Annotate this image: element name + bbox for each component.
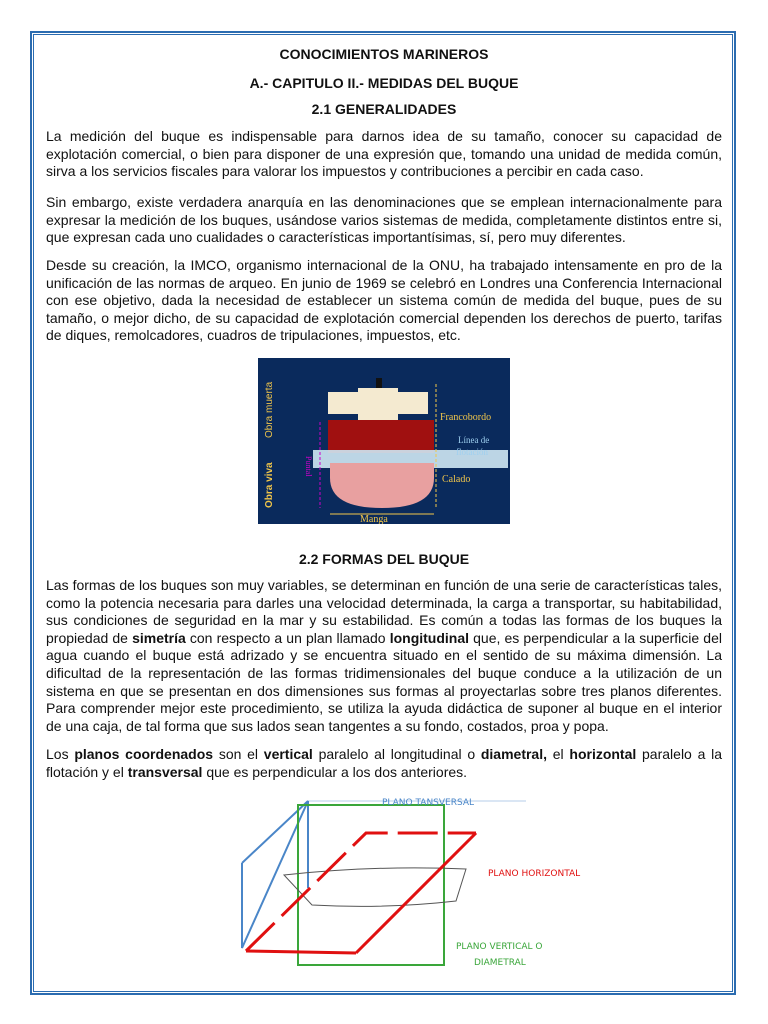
deckhouse-left bbox=[328, 392, 358, 414]
ship-outline bbox=[284, 868, 466, 906]
paragraph-imco: Desde su creación, la IMCO, organismo internacional de la ONU, ha trabajado intensamente en pro de la unificación de las normas de arqueo. En junio de 1969 se celebró en Londres una Conferencia Internacional con ese objetivo, dada la necesidad de establecer un sistema común de medida del buque, pues de su tamaño, o mejor dicho, de su capacidad de explotación comercial dependen los derechos de puerto, tarifas de diques, remolcadores, cuadros de tripulaciones, impuestos, etc. bbox=[46, 257, 722, 344]
deckhouse-right bbox=[398, 392, 428, 414]
plano-horizontal-label: PLANO HORIZONTAL bbox=[488, 869, 581, 879]
plano-vertical-label-1: PLANO VERTICAL O bbox=[456, 942, 543, 952]
paragraph-planos: Los planos coordenados son el vertical paralelo al longitudinal o diametral, el horizontal paralelo a la flotación y el transversal que es perpendicular a los dos anteriores. bbox=[46, 746, 722, 780]
puntal-label: Puntal bbox=[304, 456, 313, 477]
obra-muerta-label: Obra muerta bbox=[264, 381, 275, 438]
manga-label: Manga bbox=[360, 514, 388, 524]
document-title: CONOCIMIENTOS MARINEROS bbox=[279, 46, 489, 62]
plano-vertical-label-2: DIAMETRAL bbox=[474, 958, 526, 968]
hull-lower bbox=[330, 463, 434, 508]
coordinate-planes-figure bbox=[236, 793, 596, 973]
plano-transversal-label: PLANO TANSVERSAL bbox=[382, 798, 475, 808]
linea-label-1: Línea de bbox=[458, 435, 490, 445]
mast bbox=[376, 378, 382, 388]
linea-label-2: flotación bbox=[456, 447, 488, 457]
paragraph-medicion: La medición del buque es indispensable para darnos idea de su tamaño, conocer su capacidad de explotación comercial, o bien para disponer de una expresión que, tomando una unidad de medida común, sirva a los servicios fiscales para valorar los impuestos y contribuciones a percibir en cada caso. bbox=[46, 128, 722, 180]
obra-viva-label: Obra viva bbox=[264, 462, 275, 508]
ship-measurements-figure bbox=[258, 358, 510, 524]
paragraph-anarquia: Sin embargo, existe verdadera anarquía en las denominaciones que se emplean internacionalmente para expresar la medición de los buques, usándose varios sistemas de medida, completamente distintos entre si, que expresan cada uno cualidades o características importantísimas, sí, pero muy diferentes. bbox=[46, 194, 722, 246]
chapter-heading: A.- CAPITULO II.- MEDIDAS DEL BUQUE bbox=[249, 75, 519, 91]
calado-label: Calado bbox=[442, 474, 471, 485]
hull-upper bbox=[328, 420, 434, 453]
francobordo-label: Francobordo bbox=[440, 412, 492, 423]
section-heading-generalidades: 2.1 GENERALIDADES bbox=[311, 101, 457, 117]
paragraph-formas: Las formas de los buques son muy variables, se determinan en función de una serie de características tales, como la potencia necesaria para darles una velocidad determinada, la carga a transportar, su habitabilidad, sus condiciones de seguridad en la mar y su estabilidad. Es común a todas las formas de los buques la propiedad de simetría con respecto a un plan llamado longitudinal que, es perpendicular a la superficie del agua cuando el buque está adrizado y se encuentra situado en el sentido de su máxima dimensión. La dificultad de la representación de las formas tridimensionales del buque conduce a la utilización de un sistema en que se presentan en dos dimensiones sus formas al proyectarlas sobre tres planos diferentes. Para comprender mejor este procedimiento, se utiliza la ayuda didáctica de suponer al buque en el interior de una caja, de tal forma que sus lados sean tangentes a su fondo, costados, proa y popa. bbox=[46, 577, 722, 734]
bridge bbox=[358, 388, 398, 420]
section-heading-formas: 2.2 FORMAS DEL BUQUE bbox=[298, 551, 470, 567]
plano-horizontal-lines bbox=[246, 833, 476, 951]
